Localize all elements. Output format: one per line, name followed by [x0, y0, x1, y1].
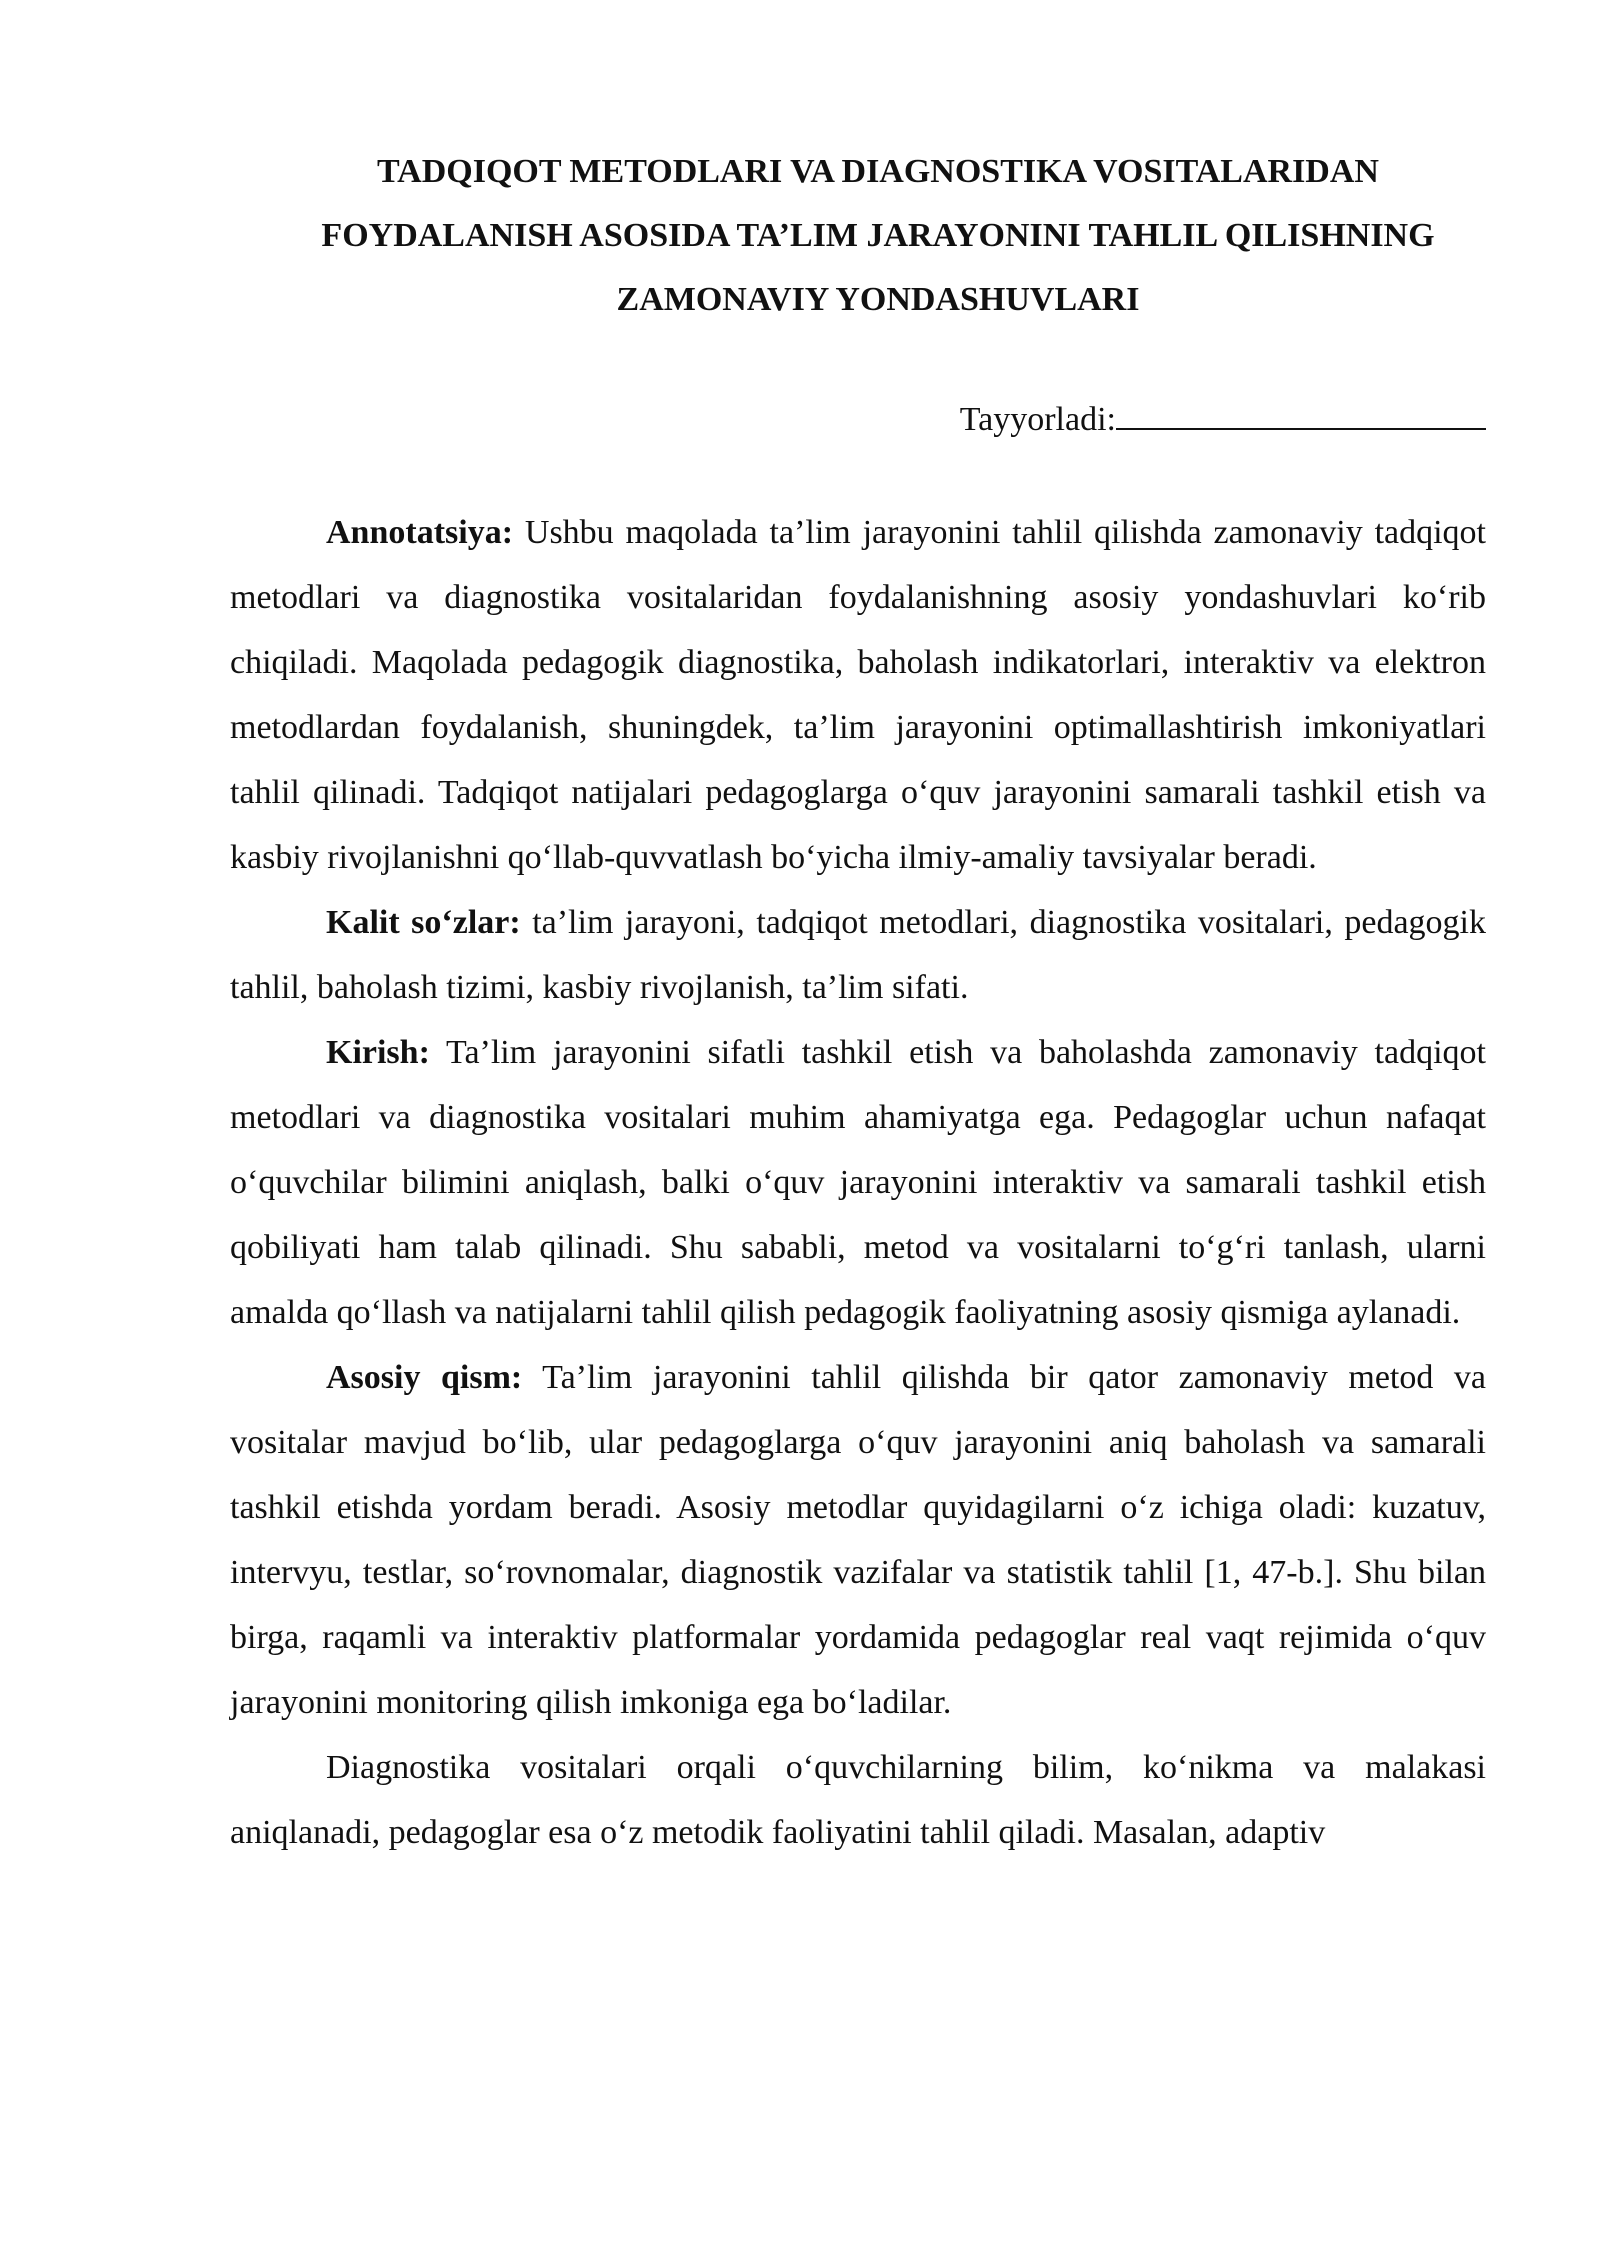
title-line-1: TADQIQOT METODLARI VA DIAGNOSTIKA VOSITALARIDAN: [377, 153, 1379, 190]
title-line-2: FOYDALANISH ASOSIDA TA’LIM JARAYONINI TAHLIL QILISHNING: [321, 217, 1435, 254]
author-line: [230, 388, 1486, 452]
intro-text: Ta’lim jarayonini sifatli tashkil etish va baholashda zamonaviy tadqiqot metodlari va diagnostika vositalari muhim ahamiyatga ega. Pedagoglar uchun nafaqat o‘quvchilar bilimini aniqlash, balki o‘quv jarayonini interaktiv va samarali tashkil etish qobiliyati ham talab qilinadi. Shu sababli, metod va vositalarni to‘g‘ri tanlash, ularni amalda qo‘llash va natijalarni tahlil qilish pedagogik faoliyatning asosiy qismiga aylanadi.: [230, 1034, 1486, 1331]
document-page: [230, 140, 1486, 1865]
main-heading: Asosiy qism:: [326, 1359, 523, 1396]
annotation-text: Ushbu maqolada ta’lim jarayonini tahlil qilishda zamonaviy tadqiqot metodlari va diagnostika vositalaridan foydalanishning asosiy yondashuvlari ko‘rib chiqiladi. Maqolada pedagogik diagnostika, baholash indikatorlari, interaktiv va elektron metodlardan foydalanish, shuningdek, ta’lim jarayonini optimallashtirish imkoniyatlari tahlil qilinadi. Tadqiqot natijalari pedagoglarga o‘quv jarayonini samarali tashkil etish va kasbiy rivojlanishni qo‘llab-quvvatlash bo‘yicha ilmiy-amaliy tavsiyalar beradi.: [230, 514, 1486, 876]
annotation-heading: Annotatsiya:: [326, 514, 514, 551]
keywords-text: ta’lim jarayoni, tadqiqot metodlari, diagnostika vositalari, pedagogik tahlil, baholash tizimi, kasbiy rivojlanish, ta’lim sifati.: [230, 904, 1486, 1006]
keywords-heading: Kalit so‘zlar:: [326, 904, 521, 941]
main-paragraph: [230, 1345, 1486, 1735]
main-text: Ta’lim jarayonini tahlil qilishda bir qator zamonaviy metod va vositalar mavjud bo‘lib, ular pedagoglarga o‘quv jarayonini aniq baholash va samarali tashkil etishda yordam beradi. Asosiy metodlar quyidagilarni o‘z ichiga oladi: kuzatuv, intervyu, testlar, so‘rovnomalar, diagnostik vazifalar va statistik tahlil [1, 47-b.]. Shu bilan birga, raqamli va interaktiv platformalar yordamida pedagoglar real vaqt rejimida o‘quv jarayonini monitoring qilish imkoniga ega bo‘ladilar.: [230, 1359, 1486, 1721]
intro-paragraph: [230, 1020, 1486, 1345]
title-line-3: ZAMONAVIY YONDASHUVLARI: [616, 281, 1140, 318]
diagnostics-text: Diagnostika vositalari orqali o‘quvchilarning bilim, ko‘nikma va malakasi aniqlanadi, pedagoglar esa o‘z metodik faoliyatini tahlil qiladi. Masalan, adaptiv: [230, 1749, 1486, 1851]
author-blank-underline: [1116, 398, 1486, 430]
document-title: [230, 140, 1486, 332]
diagnostics-paragraph: [230, 1735, 1486, 1865]
annotation-paragraph: [230, 500, 1486, 890]
intro-heading: Kirish:: [326, 1034, 430, 1071]
keywords-paragraph: [230, 890, 1486, 1020]
author-label: Tayyorladi:: [959, 401, 1116, 438]
